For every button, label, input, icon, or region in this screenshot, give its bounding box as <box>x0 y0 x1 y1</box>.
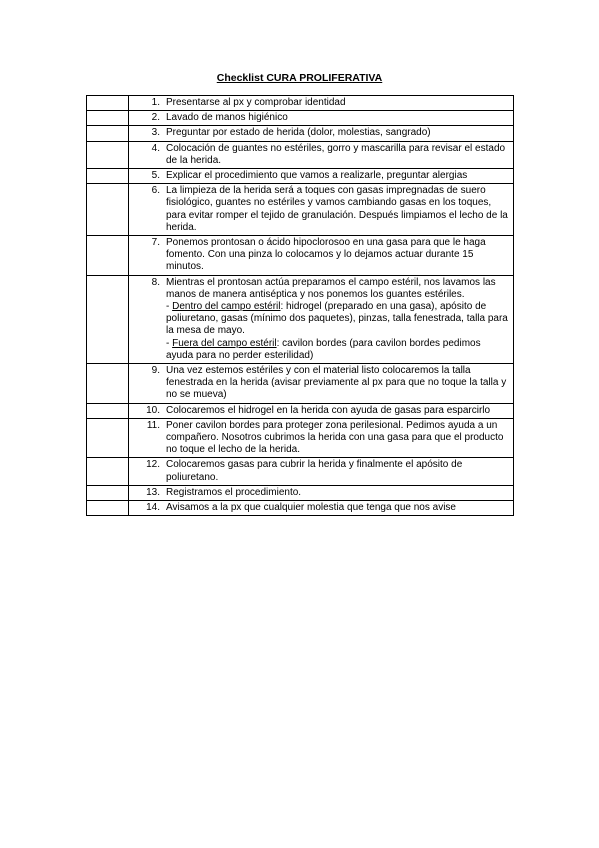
step-text <box>166 420 510 457</box>
step-cell <box>129 403 514 418</box>
table-row <box>87 236 514 276</box>
step-number: 12. <box>146 459 160 471</box>
checkbox-cell[interactable] <box>87 364 129 404</box>
step-number: 11. <box>146 419 160 431</box>
step-description: La limpieza de la herida será a toques con gasas impregnadas de suero fisiológico, guantes no estériles y vamos cambiando gasas en los toques, para evitar romper el tejido de granulación. Después limpiamos el lecho de la herida. <box>166 185 508 233</box>
page-title: Checklist CURA PROLIFERATIVA <box>216 72 383 84</box>
checkbox-cell[interactable] <box>87 236 129 276</box>
table-row <box>87 403 514 418</box>
checkbox-cell[interactable] <box>87 111 129 126</box>
step-number: 1. <box>151 97 160 108</box>
step-cell <box>129 96 514 111</box>
step-description: Colocaremos gasas para cubrir la herida y finalmente el apósito de poliuretano. <box>166 459 463 483</box>
inside-sterile-field-label: Dentro del campo estéril <box>172 301 281 313</box>
step-number: 3. <box>151 127 160 139</box>
step-description: Poner cavilon bordes para proteger zona perilesional. Pedimos ayuda a un compañero. Nosotros cubrimos la herida con una gasa para que el producto no toque el lecho de la herida. <box>166 419 504 456</box>
checkbox-cell[interactable] <box>87 184 129 236</box>
step-number: 4. <box>151 142 160 154</box>
step-text <box>166 185 510 234</box>
step-cell <box>129 275 514 363</box>
table-row <box>87 169 514 184</box>
table-row <box>87 364 514 404</box>
step-cell <box>129 418 514 458</box>
table-row <box>87 111 514 126</box>
checkbox-cell[interactable] <box>87 169 129 184</box>
table-row <box>87 184 514 236</box>
checkbox-cell[interactable] <box>87 96 129 111</box>
step-cell <box>129 458 514 485</box>
step-text <box>166 502 510 514</box>
step-cell <box>129 169 514 184</box>
step-description: Lavado de manos higiénico <box>166 112 288 124</box>
table-row <box>87 275 514 363</box>
step-cell <box>129 236 514 276</box>
step-cell <box>129 111 514 126</box>
table-row <box>87 126 514 141</box>
checkbox-cell[interactable] <box>87 458 129 485</box>
checkbox-cell[interactable] <box>87 275 129 363</box>
step-description: Preguntar por estado de herida (dolor, molestias, sangrado) <box>166 127 431 139</box>
step-number: 6. <box>151 185 160 197</box>
table-row <box>87 141 514 168</box>
table-row <box>87 96 514 111</box>
outside-sterile-field-label: Fuera del campo estéril <box>172 337 277 349</box>
inside-sterile-field-dash: - <box>166 301 173 313</box>
step-number: 2. <box>151 112 160 124</box>
outside-sterile-field-items: : cavilon bordes (para cavilon bordes pedimos ayuda para no perder esterilidad) <box>166 337 481 361</box>
checkbox-cell[interactable] <box>87 485 129 500</box>
step-cell <box>129 141 514 168</box>
table-row <box>87 501 514 516</box>
step-number: 9. <box>151 365 160 377</box>
checklist-table <box>86 95 514 516</box>
checkbox-cell[interactable] <box>87 501 129 516</box>
step-number: 5. <box>151 170 160 182</box>
table-row <box>87 458 514 485</box>
step-cell <box>129 184 514 236</box>
outside-sterile-field-line <box>166 338 510 362</box>
table-row <box>87 418 514 458</box>
step-description: Explicar el procedimiento que vamos a realizarle, preguntar alergias <box>166 170 468 182</box>
step-text <box>166 487 510 499</box>
step-cell <box>129 501 514 516</box>
step-number: 13. <box>146 486 160 498</box>
step-text <box>166 127 510 139</box>
step-number: 8. <box>151 276 160 288</box>
step-description: Una vez estemos estériles y con el material listo colocaremos la talla fenestrada en la herida (avisar previamente al px para que no toque la talla y no se mueva) <box>166 365 507 401</box>
step-text <box>166 97 510 109</box>
step-cell <box>129 485 514 500</box>
step-description: Registramos el procedimiento. <box>166 486 302 498</box>
table-row <box>87 485 514 500</box>
step-number: 7. <box>151 237 160 249</box>
step-description: Colocaremos el hidrogel en la herida con ayuda de gasas para esparcirlo <box>166 404 491 416</box>
step-text <box>166 365 510 402</box>
step-number: 10. <box>146 404 160 416</box>
step-text <box>166 112 510 124</box>
inside-sterile-field-line <box>166 301 510 338</box>
step-text <box>166 405 510 417</box>
step-text <box>166 277 510 362</box>
step-text <box>166 459 510 483</box>
checkbox-cell[interactable] <box>87 126 129 141</box>
step-text <box>166 170 510 182</box>
step-description: Mientras el prontosan actúa preparamos el campo estéril, nos lavamos las manos de manera antiséptica y nos ponemos los guantes estériles. <box>166 276 496 300</box>
step-number: 14. <box>146 502 160 514</box>
inside-sterile-field-items: : hidrogel (preparado en una gasa), apósito de poliuretano, gasas (mínimo dos paquetes), pinzas, talla fenestrada, talla para la mesa de mayo. <box>166 301 508 337</box>
step-cell <box>129 364 514 404</box>
step-description: Presentarse al px y comprobar identidad <box>166 97 346 108</box>
step-description: Avisamos a la px que cualquier molestia que tenga que nos avise <box>166 502 456 514</box>
step-description: Ponemos prontosan o ácido hipoclorosoo en una gasa para que le haga fomento. Con una pinza lo colocamos y lo dejamos actuar durante 15 minutos. <box>166 237 486 273</box>
checkbox-cell[interactable] <box>87 418 129 458</box>
checkbox-cell[interactable] <box>87 403 129 418</box>
step-cell <box>129 126 514 141</box>
outside-sterile-field-dash: - <box>166 337 173 349</box>
step-text <box>166 143 510 167</box>
step-description: Colocación de guantes no estériles, gorro y mascarilla para revisar el estado de la herida. <box>166 142 506 166</box>
step-text <box>166 237 510 274</box>
checkbox-cell[interactable] <box>87 141 129 168</box>
